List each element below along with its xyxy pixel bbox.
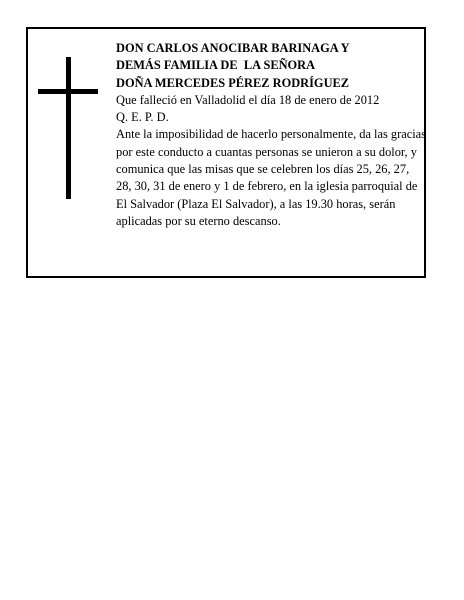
latin-cross-icon [38, 57, 98, 199]
heading-line-1: DON CARLOS ANOCIBAR BARINAGA Y [116, 41, 350, 55]
heading-line-2: DEMÁS FAMILIA DE LA SEÑORA [116, 58, 316, 73]
cross-horizontal-bar [38, 89, 98, 94]
cross-vertical-bar [66, 57, 71, 199]
obituary-notice-box [26, 27, 426, 278]
notice-text-block [116, 40, 426, 230]
gratitude-paragraph: Ante la imposibilidad de hacerlo personalmente, da las gracias por este conducto a cuantas personas se unieron a su dolor, y comunica que las misas que se celebren los días 25, 26, 27, 28, 30, 31 de enero y 1 de febrero, en la iglesia parroquial de El Salvador (Plaza El Salvador), a las 19.30 horas, serán aplicadas por su eterno descanso. [116, 127, 427, 228]
heading-line-3: DOÑA MERCEDES PÉREZ RODRÍGUEZ [116, 75, 350, 90]
rip-line: Q. E. P. D. [116, 110, 169, 125]
death-date-line: Que falleció en Valladolid el día 18 de enero de 2012 [116, 92, 380, 107]
